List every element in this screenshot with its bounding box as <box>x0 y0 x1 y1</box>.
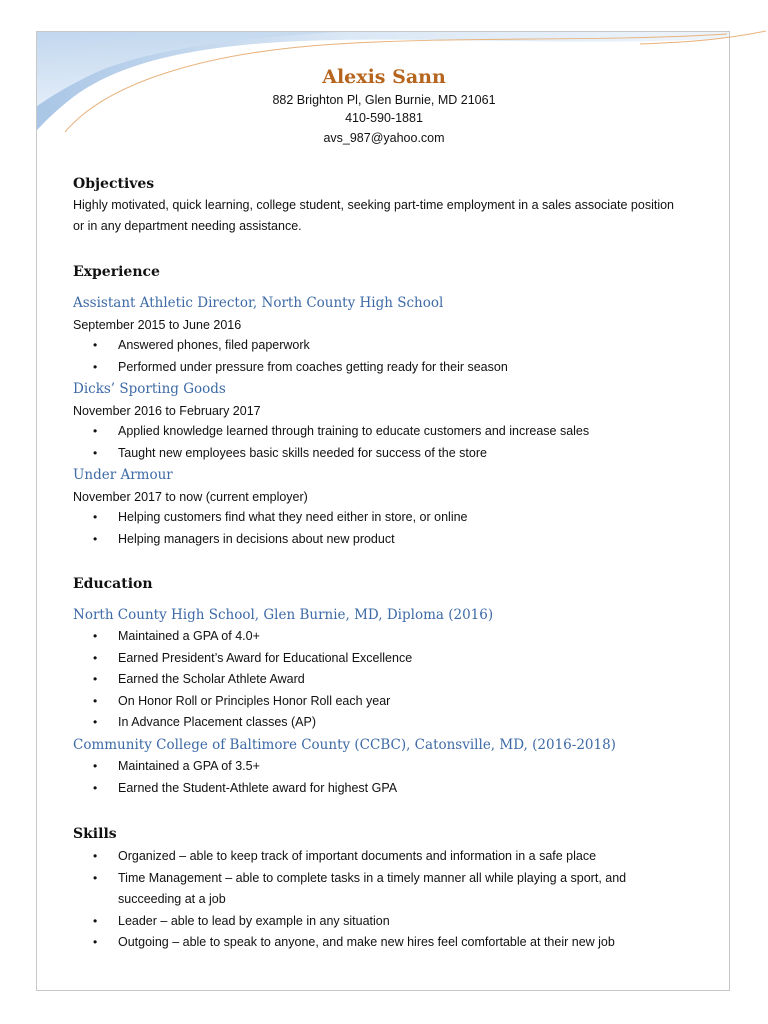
bullet-icon: • <box>93 445 98 460</box>
bullet-icon: • <box>93 935 98 949</box>
job-bullet-list <box>73 507 673 550</box>
bullet-icon: • <box>93 693 98 708</box>
list-item-continuation: succeeding at a job <box>118 892 226 906</box>
email-address: avs_987@yahoo.com <box>323 131 445 145</box>
list-item: • Leader – able to lead by example in any situation <box>73 911 673 933</box>
list-item: • Helping customers find what they need either in store, or online <box>73 507 673 529</box>
bullet-icon: • <box>93 338 98 352</box>
bullet-icon: • <box>93 759 98 773</box>
list-item: • Earned President’s Award for Educational Excellence <box>73 648 673 670</box>
school-title: Community College of Baltimore County (CCBC), Catonsville, MD, (2016-2018) <box>73 737 616 753</box>
skills-bullet-list <box>73 846 673 954</box>
job-title: Dicks’ Sporting Goods <box>73 381 226 397</box>
list-item: • Helping managers in decisions about new product <box>73 529 673 551</box>
bullet-icon: • <box>93 650 98 665</box>
bullet-icon: • <box>93 780 98 795</box>
job-dates: November 2017 to now (current employer) <box>73 490 308 504</box>
section-title-objectives: Objectives <box>73 176 155 192</box>
objectives-line-1: Highly motivated, quick learning, college student, seeking part-time employment in a sales associate position <box>73 198 675 212</box>
job-title: Under Armour <box>73 467 173 483</box>
list-item: • Applied knowledge learned through training to educate customers and increase sales <box>73 421 673 443</box>
section-title-experience: Experience <box>73 264 160 280</box>
section-title-skills: Skills <box>73 826 117 842</box>
list-item: • Maintained a GPA of 4.0+ <box>73 626 673 648</box>
job-bullet-list <box>73 421 673 464</box>
bullet-icon: • <box>93 510 98 524</box>
bullet-icon: • <box>93 870 98 885</box>
list-item: • Taught new employees basic skills needed for success of the store <box>73 443 673 465</box>
job-dates: September 2015 to June 2016 <box>73 318 242 332</box>
list-item: • On Honor Roll or Principles Honor Roll each year <box>73 691 673 713</box>
job-bullet-list <box>73 335 673 378</box>
school-bullet-list <box>73 626 673 734</box>
list-item: • Outgoing – able to speak to anyone, and make new hires feel comfortable at their new job <box>73 932 673 954</box>
school-bullet-list <box>73 756 673 799</box>
phone-number: 410-590-1881 <box>345 111 423 125</box>
bullet-icon: • <box>93 672 98 686</box>
list-item: • Time Management – able to complete tasks in a timely manner all while playing a sport, and succeeding at a job <box>73 868 673 911</box>
candidate-name: Alexis Sann <box>322 66 446 88</box>
job-dates: November 2016 to February 2017 <box>73 404 261 418</box>
list-item: • Earned the Student-Athlete award for highest GPA <box>73 778 673 800</box>
bullet-icon: • <box>93 531 98 546</box>
objectives-line-2: or in any department needing assistance. <box>73 219 302 233</box>
bullet-icon: • <box>93 424 98 438</box>
bullet-icon: • <box>93 849 98 863</box>
list-item: • In Advance Placement classes (AP) <box>73 712 673 734</box>
list-item: • Answered phones, filed paperwork <box>73 335 673 357</box>
resume-page <box>36 31 730 991</box>
list-item: • Maintained a GPA of 3.5+ <box>73 756 673 778</box>
school-title: North County High School, Glen Burnie, MD, Diploma (2016) <box>73 607 494 623</box>
list-item: • Organized – able to keep track of important documents and information in a safe place <box>73 846 673 868</box>
job-title: Assistant Athletic Director, North County High School <box>73 295 444 311</box>
bullet-icon: • <box>93 913 98 928</box>
list-item: • Earned the Scholar Athlete Award <box>73 669 673 691</box>
section-title-education: Education <box>73 576 153 592</box>
bullet-icon: • <box>93 715 98 729</box>
objectives-text <box>73 195 693 237</box>
address: 882 Brighton Pl, Glen Burnie, MD 21061 <box>272 93 496 107</box>
bullet-icon: • <box>93 629 98 643</box>
list-item: • Performed under pressure from coaches getting ready for their season <box>73 357 673 379</box>
bullet-icon: • <box>93 359 98 374</box>
